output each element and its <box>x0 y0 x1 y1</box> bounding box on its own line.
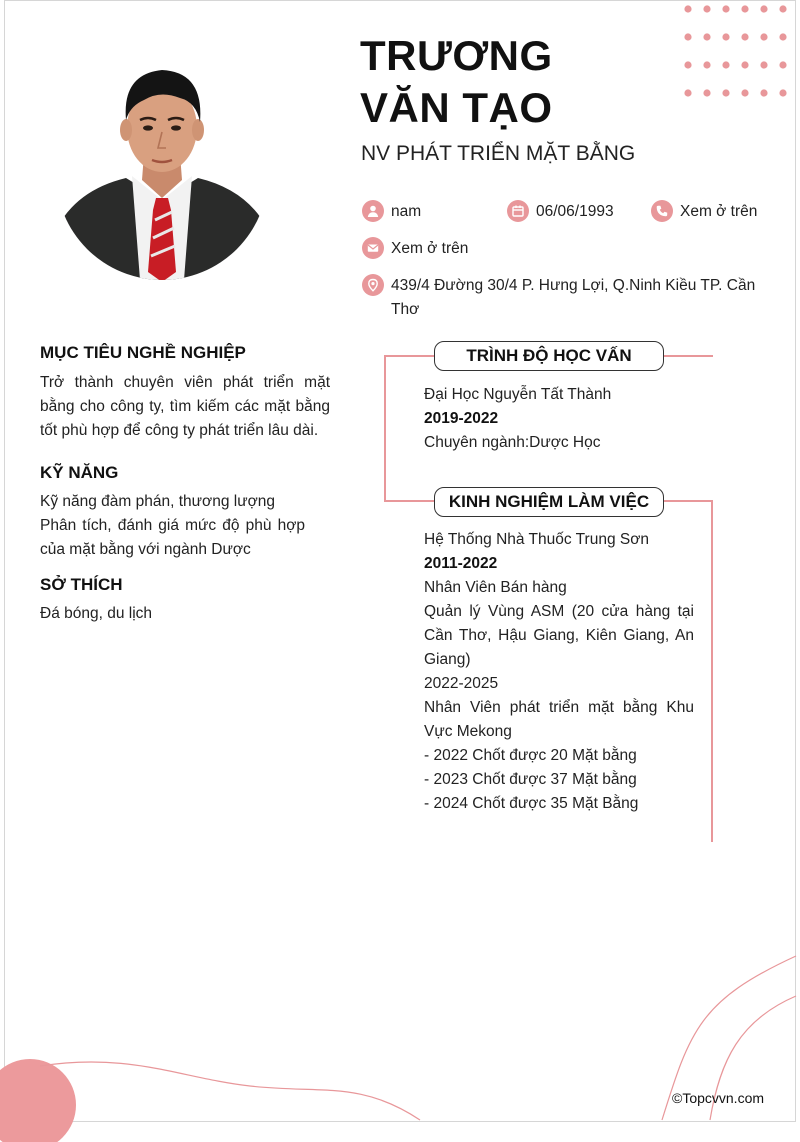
connector-line <box>384 355 435 357</box>
name-line-2: VĂN TẠO <box>360 84 553 131</box>
education-details <box>424 383 694 455</box>
education-major: Chuyên ngành:Dược Học <box>424 434 601 451</box>
mail-icon <box>362 237 384 259</box>
experience-line: - 2023 Chốt được 37 Mặt bằng <box>424 771 637 788</box>
connector-line <box>711 500 713 842</box>
connector-line <box>384 355 386 502</box>
connector-line <box>384 500 435 502</box>
info-phone: Xem ở trên <box>651 200 757 224</box>
experience-line: - 2022 Chốt được 20 Mặt bằng <box>424 747 637 764</box>
info-birthday: 06/06/1993 <box>507 200 614 224</box>
location-icon <box>362 274 384 296</box>
education-heading: TRÌNH ĐỘ HỌC VẤN <box>434 341 664 371</box>
education-period: 2019-2022 <box>424 410 499 427</box>
skills-list <box>40 490 330 562</box>
portrait-illustration <box>56 50 268 280</box>
experience-line: 2022-2025 <box>424 675 499 692</box>
user-icon <box>362 200 384 222</box>
skill-item: Phân tích, đánh giá mức độ phù hợp của mặt bằng với ngành Dược <box>40 517 305 558</box>
skill-item: Kỹ năng đàm phán, thương lượng <box>40 493 275 510</box>
experience-line: Nhân Viên phát triển mặt bằng Khu Vực Mekong <box>424 699 694 740</box>
experience-line: Nhân Viên Bán hàng <box>424 579 567 596</box>
education-school: Đại Học Nguyễn Tất Thành <box>424 386 612 403</box>
info-address: 439/4 Đường 30/4 P. Hưng Lợi, Q.Ninh Kiều TP. Cần Thơ <box>362 274 762 322</box>
dot-grid-decoration <box>680 4 790 104</box>
experience-company: Hệ Thống Nhà Thuốc Trung Sơn <box>424 531 650 548</box>
calendar-icon <box>507 200 529 222</box>
experience-line: Quản lý Vùng ASM (20 cửa hàng tại Cần Thơ, Hậu Giang, Kiên Giang, An Giang) <box>424 603 694 668</box>
experience-heading: KINH NGHIỆM LÀM VIỆC <box>434 487 664 517</box>
experience-period: 2011-2022 <box>424 555 498 572</box>
experience-details <box>424 528 694 816</box>
copyright-text: ©Topcvvn.com <box>672 1090 765 1106</box>
connector-line <box>662 355 713 357</box>
hobbies-text: Đá bóng, du lịch <box>40 605 153 622</box>
skills-heading: KỸ NĂNG <box>40 463 119 482</box>
hobbies-heading: SỞ THÍCH <box>40 575 123 594</box>
info-gender: nam <box>362 200 421 224</box>
job-title: NV PHÁT TRIỂN MẶT BẰNG <box>361 142 636 165</box>
connector-line <box>662 500 713 502</box>
objective-heading: MỤC TIÊU NGHỀ NGHIỆP <box>40 343 246 362</box>
info-email: Xem ở trên <box>362 237 468 261</box>
experience-line: - 2024 Chốt được 35 Mặt Bằng <box>424 795 639 812</box>
full-name <box>360 30 553 134</box>
phone-icon <box>651 200 673 222</box>
objective-text: Trở thành chuyên viên phát triển mặt bằng cho công ty, tìm kiếm các mặt bằng tốt phù hợp để công ty phát triển lâu dài. <box>40 374 330 439</box>
name-line-1: TRƯƠNG <box>360 32 553 79</box>
profile-photo <box>56 50 268 280</box>
